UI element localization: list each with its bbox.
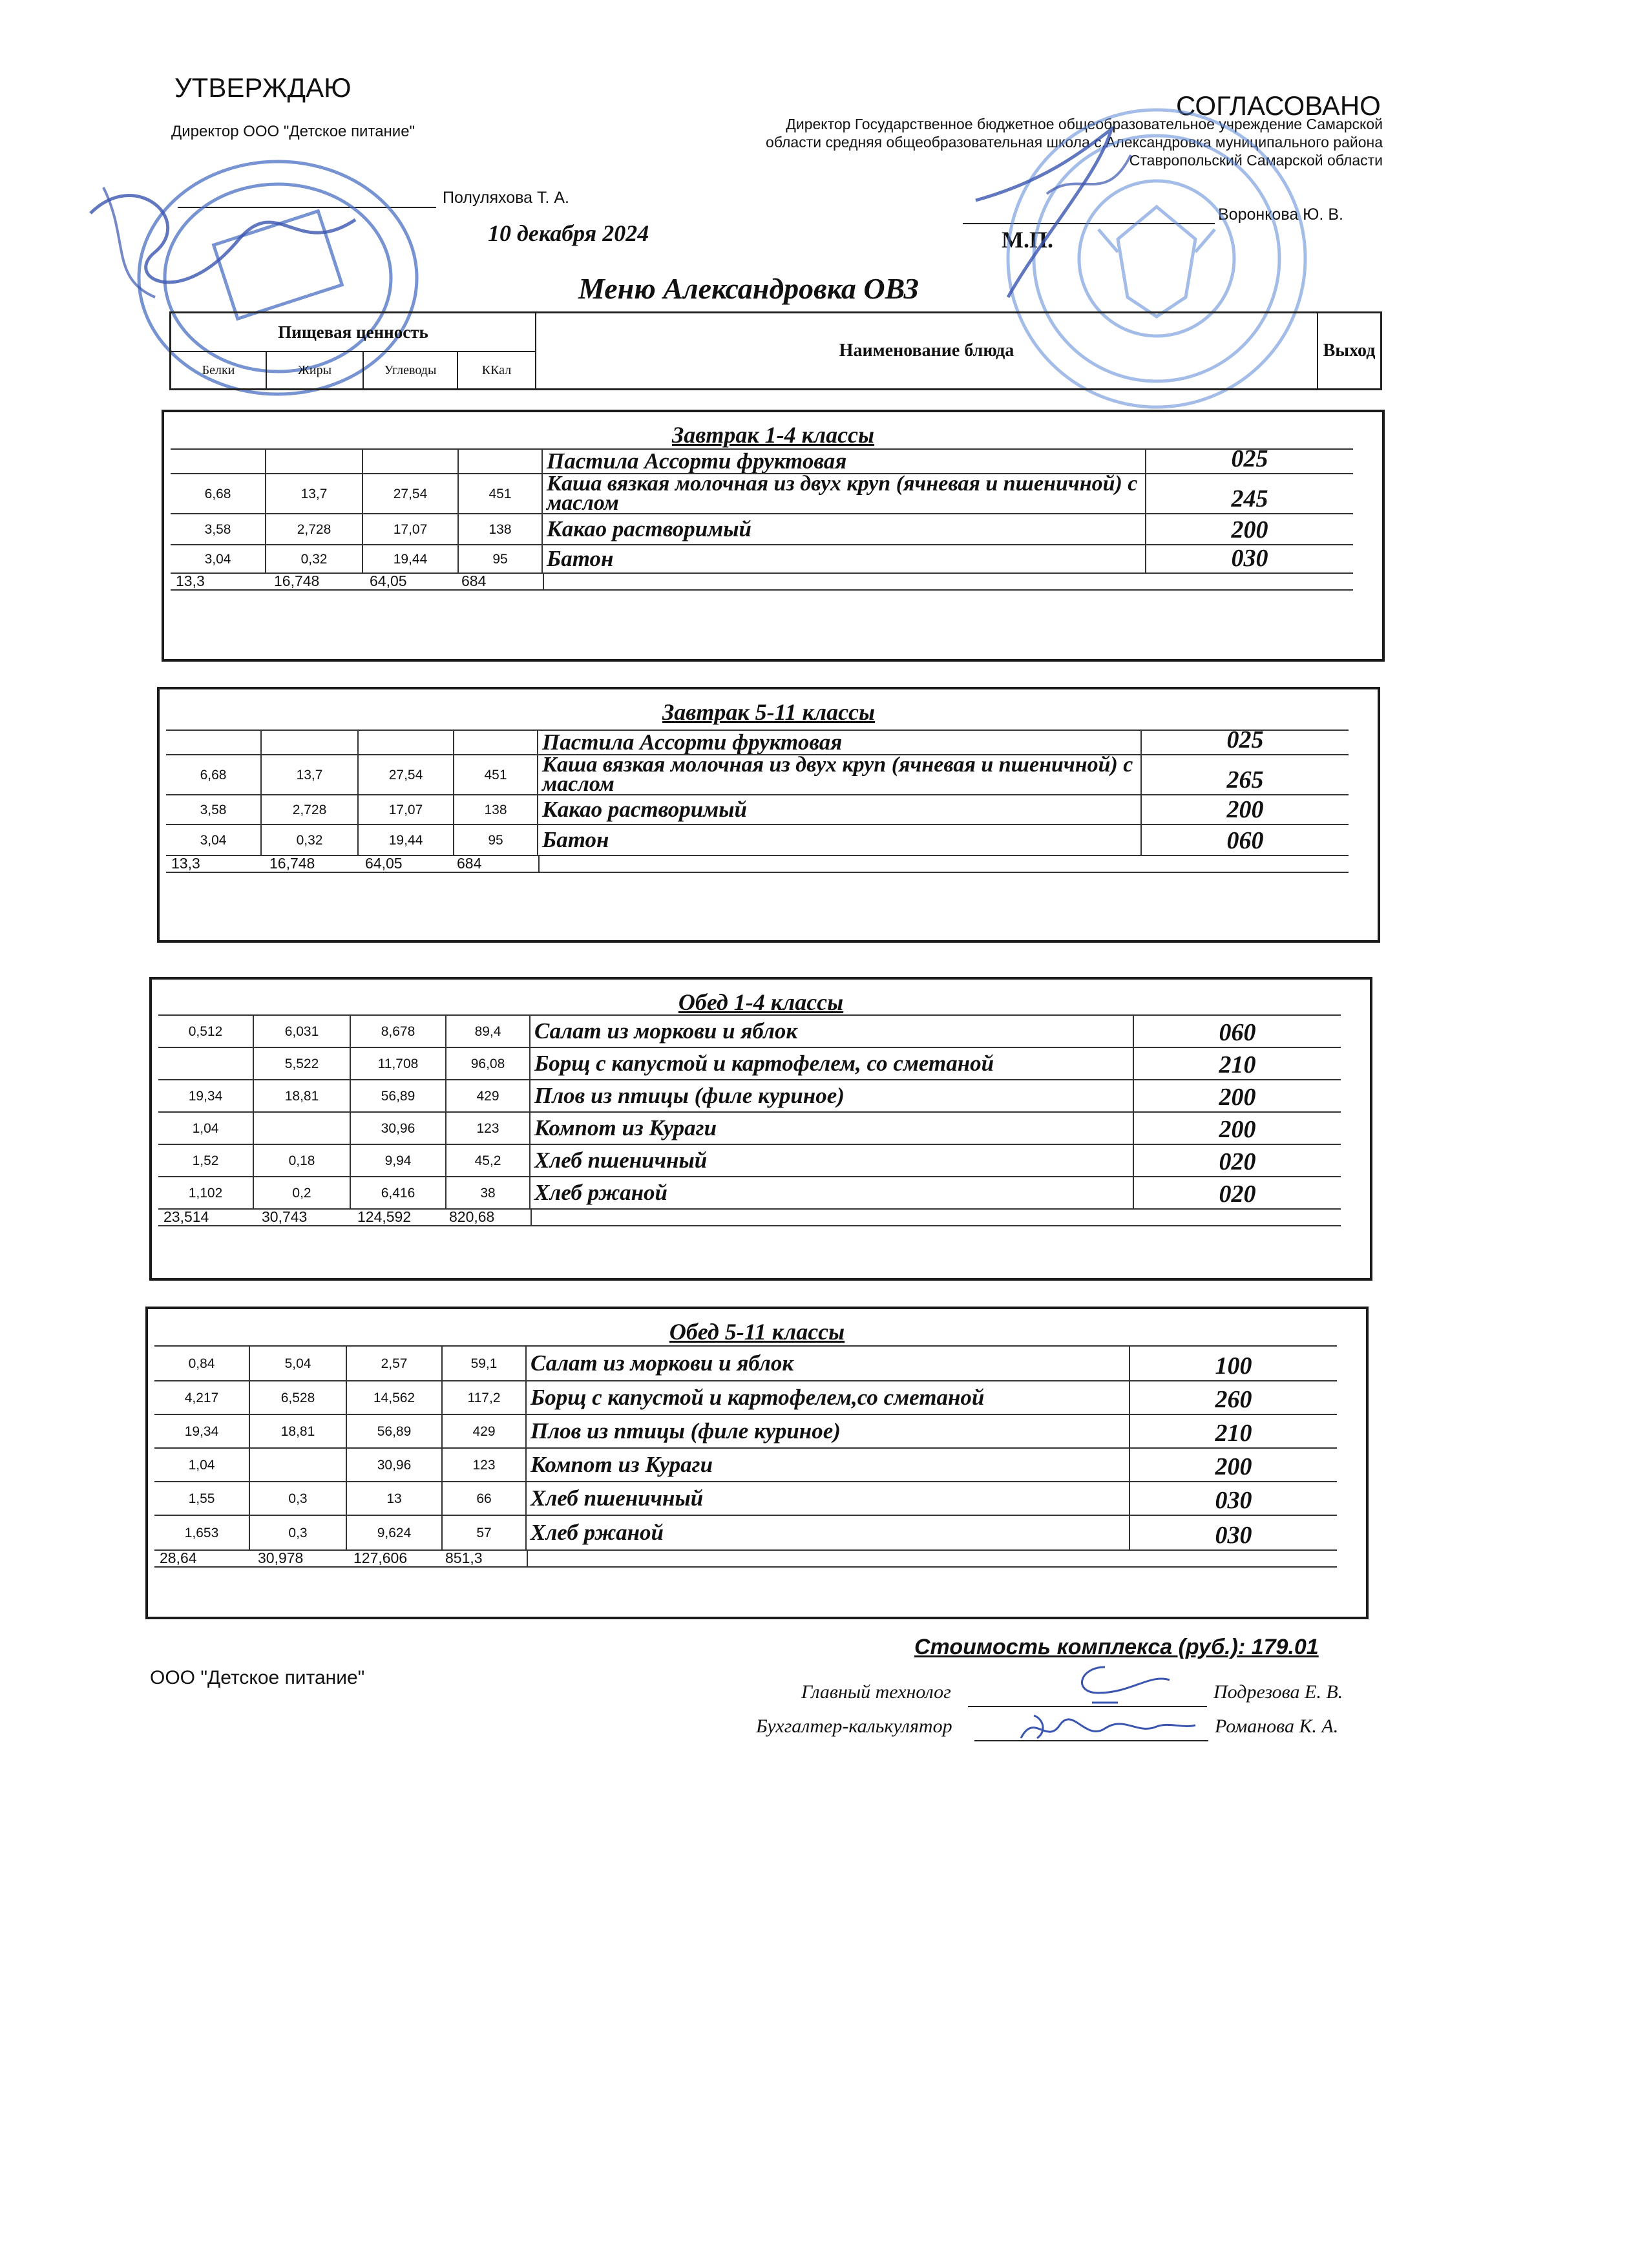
carbs-value — [363, 450, 459, 474]
section-title: Завтрак 1-4 классы — [671, 422, 874, 448]
kcal-value: 138 — [459, 514, 543, 545]
accountant-name: Романова К. А. — [1215, 1716, 1339, 1737]
dish-yield: 020 — [1134, 1177, 1341, 1210]
signature-icon — [1008, 1654, 1202, 1758]
proteins-value — [158, 1048, 254, 1080]
total-carbs: 64,05 — [370, 572, 407, 589]
menu-grid — [158, 1014, 1341, 1225]
proteins-value: 6,68 — [171, 474, 266, 514]
fats-value: 13,7 — [262, 755, 359, 795]
section-breakfast-1-4 — [162, 410, 1385, 662]
dish-name: Хлеб ржаной — [530, 1177, 1134, 1210]
fats-value: 5,522 — [254, 1048, 351, 1080]
dish-yield: 060 — [1142, 825, 1349, 856]
kcal-value: 57 — [443, 1516, 527, 1551]
carbs-value: 56,89 — [347, 1415, 443, 1449]
kcal-value: 95 — [454, 825, 538, 856]
menu-row — [158, 1145, 1341, 1177]
dish-name: Батон — [538, 825, 1142, 856]
fats-value: 6,528 — [250, 1381, 347, 1415]
total-kcal: 851,3 — [445, 1549, 483, 1566]
proteins-value: 1,653 — [154, 1516, 250, 1551]
proteins-value: 0,512 — [158, 1016, 254, 1048]
carbs-value: 14,562 — [347, 1381, 443, 1415]
carbs-value: 13 — [347, 1482, 443, 1516]
total-kcal: 684 — [457, 855, 482, 872]
dish-name: Каша вязкая молочная из двух круп (ячневая и пшеничной) с маслом — [538, 755, 1142, 795]
proteins-value: 1,04 — [158, 1113, 254, 1145]
nutrition-header: Пищевая ценность — [171, 313, 536, 352]
totals-divider — [530, 1210, 532, 1226]
proteins-value: 19,34 — [154, 1415, 250, 1449]
dish-name: Какао растворимый — [538, 795, 1142, 825]
stamp-place-label: М.П. — [1002, 227, 1053, 253]
carbs-value: 17,07 — [359, 795, 454, 825]
menu-row — [158, 1016, 1341, 1048]
menu-row — [166, 726, 1349, 755]
dish-yield: 265 — [1142, 755, 1349, 795]
dish-name: Борщ с капустой и картофелем, со сметаной — [530, 1048, 1134, 1080]
dish-name: Хлеб ржаной — [527, 1516, 1130, 1551]
fats-value — [254, 1113, 351, 1145]
proteins-value: 3,58 — [171, 514, 266, 545]
proteins-value: 0,84 — [154, 1347, 250, 1381]
agreed-position-line: области средняя общеобразовательная школа с.Александровка муниципального района — [766, 134, 1383, 151]
section-lunch-5-11 — [145, 1307, 1369, 1619]
total-proteins: 13,3 — [171, 855, 200, 872]
menu-row — [158, 1113, 1341, 1145]
dish-name: Плов из птицы (филе куриное) — [527, 1415, 1130, 1449]
dish-name: Батон — [543, 545, 1146, 574]
carbs-value: 30,96 — [351, 1113, 446, 1145]
menu-row — [154, 1347, 1337, 1381]
proteins-value: 1,04 — [154, 1449, 250, 1482]
total-proteins: 23,514 — [163, 1208, 209, 1225]
fats-value: 18,81 — [250, 1415, 347, 1449]
menu-row — [154, 1482, 1337, 1516]
dish-name: Компот из Кураги — [527, 1449, 1130, 1482]
kcal-value: 451 — [454, 755, 538, 795]
dish-name: Какао растворимый — [543, 514, 1146, 545]
dish-name: Салат из моркови и яблок — [527, 1347, 1130, 1381]
fats-value: 18,81 — [254, 1080, 351, 1113]
menu-row — [154, 1381, 1337, 1415]
menu-row — [154, 1449, 1337, 1482]
kcal-value — [459, 450, 543, 474]
dish-yield: 200 — [1134, 1080, 1341, 1113]
fats-value: 0,3 — [250, 1482, 347, 1516]
carbs-value: 17,07 — [363, 514, 459, 545]
totals-divider — [543, 574, 544, 591]
dish-yield: 260 — [1130, 1381, 1337, 1415]
dish-name: Плов из птицы (филе куриное) — [530, 1080, 1134, 1113]
kcal-value: 59,1 — [443, 1347, 527, 1381]
dish-yield: 200 — [1134, 1113, 1341, 1145]
carbs-value: 19,44 — [359, 825, 454, 856]
dish-name: Хлеб пшеничный — [530, 1145, 1134, 1177]
dish-name: Салат из моркови и яблок — [530, 1016, 1134, 1048]
fats-value: 13,7 — [266, 474, 363, 514]
accountant-role: Бухгалтер-калькулятор — [756, 1716, 952, 1737]
totals-row — [166, 856, 1349, 873]
menu-grid — [171, 445, 1353, 589]
proteins-value: 3,04 — [166, 825, 262, 856]
proteins-value — [171, 450, 266, 474]
approve-date: 10 декабря 2024 — [488, 220, 649, 246]
dish-name: Пастила Ассорти фруктовая — [543, 450, 1146, 474]
proteins-header: Белки — [171, 352, 267, 388]
fats-header: Жиры — [267, 352, 364, 388]
menu-row — [166, 825, 1349, 856]
approve-position: Директор ООО "Детское питание" — [171, 123, 415, 140]
dish-yield: 210 — [1134, 1048, 1341, 1080]
total-fats: 16,748 — [269, 855, 315, 872]
dish-name-header: Наименование блюда — [536, 313, 1318, 388]
chief-technologist-name: Подрезова Е. В. — [1213, 1681, 1343, 1703]
fats-value: 0,32 — [262, 825, 359, 856]
dish-yield: 025 — [1142, 731, 1349, 755]
proteins-value — [166, 731, 262, 755]
proteins-value: 1,52 — [158, 1145, 254, 1177]
carbs-value: 11,708 — [351, 1048, 446, 1080]
kcal-value: 95 — [459, 545, 543, 574]
section-title: Обед 5-11 классы — [669, 1319, 845, 1345]
carbs-value — [359, 731, 454, 755]
totals-divider — [538, 856, 540, 873]
agreed-position-line: Директор Государственное бюджетное общеобразовательное учреждение Самарской — [786, 116, 1383, 132]
fats-value: 0,32 — [266, 545, 363, 574]
carbs-value: 56,89 — [351, 1080, 446, 1113]
dish-name: Каша вязкая молочная из двух круп (ячневая и пшеничной) с маслом — [543, 474, 1146, 514]
carbs-header: Углеводы — [364, 352, 458, 388]
carbs-value: 27,54 — [359, 755, 454, 795]
dish-yield: 025 — [1146, 450, 1353, 474]
totals-row — [158, 1210, 1341, 1226]
proteins-value: 1,102 — [158, 1177, 254, 1210]
kcal-value: 66 — [443, 1482, 527, 1516]
carbs-value: 9,624 — [347, 1516, 443, 1551]
complex-cost: Стоимость комплекса (руб.): 179.01 — [914, 1635, 1319, 1659]
total-fats: 30,743 — [262, 1208, 308, 1225]
fats-value: 2,728 — [266, 514, 363, 545]
proteins-value: 4,217 — [154, 1381, 250, 1415]
section-lunch-1-4 — [149, 977, 1372, 1281]
menu-title: Меню Александровка ОВЗ — [578, 272, 919, 305]
dish-yield: 030 — [1130, 1482, 1337, 1516]
total-carbs: 124,592 — [357, 1208, 412, 1225]
proteins-value: 19,34 — [158, 1080, 254, 1113]
section-title: Обед 1-4 классы — [678, 989, 844, 1015]
fats-value: 6,031 — [254, 1016, 351, 1048]
chief-technologist-role: Главный технолог — [801, 1681, 951, 1703]
menu-row — [171, 514, 1353, 545]
total-kcal: 820,68 — [449, 1208, 495, 1225]
fats-value — [250, 1449, 347, 1482]
total-fats: 30,978 — [258, 1549, 304, 1566]
dish-yield: 030 — [1130, 1516, 1337, 1551]
fats-value: 0,3 — [250, 1516, 347, 1551]
menu-row — [154, 1516, 1337, 1551]
total-carbs: 127,606 — [353, 1549, 408, 1566]
dish-name: Борщ с капустой и картофелем,со сметаной — [527, 1381, 1130, 1415]
kcal-value: 38 — [446, 1177, 530, 1210]
total-proteins: 28,64 — [160, 1549, 197, 1566]
totals-row — [154, 1551, 1337, 1568]
total-kcal: 684 — [461, 572, 487, 589]
proteins-value: 1,55 — [154, 1482, 250, 1516]
kcal-value: 451 — [459, 474, 543, 514]
kcal-value — [454, 731, 538, 755]
fats-value: 0,2 — [254, 1177, 351, 1210]
fats-value — [262, 731, 359, 755]
fats-value — [266, 450, 363, 474]
fats-value: 5,04 — [250, 1347, 347, 1381]
agreed-name: Воронкова Ю. В. — [1218, 205, 1343, 224]
menu-row — [171, 445, 1353, 474]
proteins-value: 3,58 — [166, 795, 262, 825]
column-header-table — [169, 311, 1382, 390]
dish-yield: 200 — [1146, 514, 1353, 545]
dish-yield: 200 — [1130, 1449, 1337, 1482]
dish-yield: 030 — [1146, 545, 1353, 574]
dish-yield: 020 — [1134, 1145, 1341, 1177]
menu-grid — [154, 1345, 1337, 1566]
carbs-value: 30,96 — [347, 1449, 443, 1482]
yield-header: Выход — [1323, 341, 1376, 361]
fats-value: 0,18 — [254, 1145, 351, 1177]
carbs-value: 2,57 — [347, 1347, 443, 1381]
total-carbs: 64,05 — [365, 855, 403, 872]
proteins-value: 3,04 — [171, 545, 266, 574]
dish-yield: 060 — [1134, 1016, 1341, 1048]
carbs-value: 9,94 — [351, 1145, 446, 1177]
menu-row — [166, 755, 1349, 795]
menu-row — [158, 1177, 1341, 1210]
kcal-value: 429 — [443, 1415, 527, 1449]
kcal-header: ККал — [458, 352, 536, 388]
dish-yield: 100 — [1130, 1347, 1337, 1381]
kcal-value: 117,2 — [443, 1381, 527, 1415]
footer-company: ООО "Детское питание" — [150, 1667, 365, 1688]
section-breakfast-5-11 — [157, 687, 1380, 943]
total-proteins: 13,3 — [176, 572, 205, 589]
menu-row — [158, 1048, 1341, 1080]
dish-name: Компот из Кураги — [530, 1113, 1134, 1145]
dish-yield: 245 — [1146, 474, 1353, 514]
totals-row — [171, 574, 1353, 591]
carbs-value: 19,44 — [363, 545, 459, 574]
menu-row — [158, 1080, 1341, 1113]
kcal-value: 123 — [443, 1449, 527, 1482]
carbs-value: 27,54 — [363, 474, 459, 514]
dish-name: Пастила Ассорти фруктовая — [538, 731, 1142, 755]
proteins-value: 6,68 — [166, 755, 262, 795]
agreed-title: СОГЛАСОВАНО — [1176, 90, 1381, 121]
total-fats: 16,748 — [274, 572, 320, 589]
carbs-value: 6,416 — [351, 1177, 446, 1210]
approve-name: Полуляхова Т. А. — [443, 189, 569, 207]
kcal-value: 138 — [454, 795, 538, 825]
dish-yield: 200 — [1142, 795, 1349, 825]
menu-row — [154, 1415, 1337, 1449]
section-title: Завтрак 5-11 классы — [662, 699, 876, 725]
dish-name: Хлеб пшеничный — [527, 1482, 1130, 1516]
kcal-value: 429 — [446, 1080, 530, 1113]
kcal-value: 45,2 — [446, 1145, 530, 1177]
kcal-value: 96,08 — [446, 1048, 530, 1080]
approve-title: УТВЕРЖДАЮ — [174, 72, 352, 103]
kcal-value: 89,4 — [446, 1016, 530, 1048]
carbs-value: 8,678 — [351, 1016, 446, 1048]
menu-row — [166, 795, 1349, 825]
agreed-position-line: Ставропольский Самарской области — [1129, 152, 1383, 169]
totals-divider — [527, 1551, 528, 1568]
menu-row — [171, 474, 1353, 514]
kcal-value: 123 — [446, 1113, 530, 1145]
dish-yield: 210 — [1130, 1415, 1337, 1449]
menu-row — [171, 545, 1353, 574]
fats-value: 2,728 — [262, 795, 359, 825]
menu-grid — [166, 726, 1349, 872]
